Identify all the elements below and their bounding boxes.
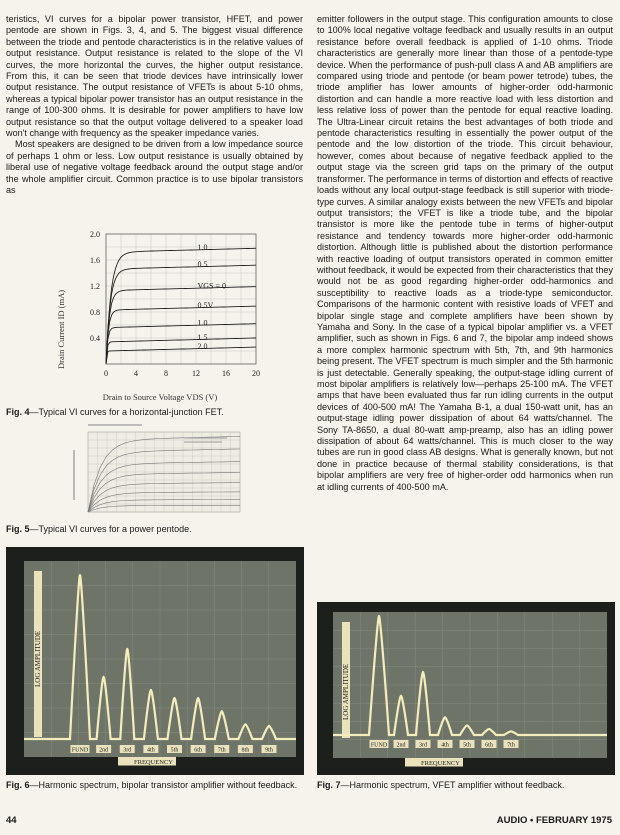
fig5-caption-text: —Typical VI curves for a power pentode. — [29, 524, 192, 534]
fig4-chart — [56, 224, 276, 404]
fig4-x-tick: 20 — [252, 369, 260, 378]
fig5-chart — [72, 420, 248, 520]
right-paragraph: emitter followers in the output stage. This configuration amounts to close to 100% local negative voltage feedback and usually results in an output resistance before overall feedback is applied of 1-10 ohms. Triode characteristics are generally more linear than those of a pentode-type device. When the performance of push-pull class A and AB amplifiers are compared using triode and pentode (or beam power tetrode) tubes, the triode amplifier has lower amounts of higher-order odd-harmonic distortion and can handle a more reactive load with less distortion and less relative loss of power than the pentode for equal reactive loading. The Ultra-Linear circuit retains the best advantages of both triode and pentode characteristics resulting in essentially the power output of the pentode and the low distortion of the triode. This circuit behaviour, however, comes about because of negative feedback applied to the output stage via the screen grid taps on the primary of the output transformer. The performance in terms of distortion and effects of reactive loads without any local output-stage feedback is still superior with triode-type curves. A similar analogy exists between the new VFETs and bipolar output transistors; the VFET is like a triode tube, and the bipolar transistor is more like the pentode tube in terms of higher-output resistance and tendency towards more higher-order odd-harmonic distortion. Although little is published about the distortion performance with reactive loading of output transistors operated in common emitter without feedback, it would be expected from their characteristics that they would not be as good regarding higher-order odd-harmonics and susceptibility to reactive loads as a triode-type semiconductor. Comparisons of the harmonic content with resistive loads of VFET and bipolar single stage and complete amplifiers have been shown by Yamaha and Sony. In the case of a typical bipolar amplifier vs. a VFET amplifier, such as shown in Figs. 6 and 7, the bipolar amp indeed shows a more complex harmonic spectrum with 5th, 7th, and 9th harmonics being present. The VFET spectrum is much simpler and the 5th harmonic is just detectable. Generally speaking, the output-stage idling current of most bipolar amplifiers is relatively low—perhaps 25-100 mA. The VFET amps that have been evaluated thus far run idling currents in the output devices of 400-500 mA! The Yamaha B-1, a dual 150-watt unit, has an output-stage idling power dissipation of about 64 watts/channel. The Sony TA-8650, a dual 80-watt amp-preamp, also has an idling power dissipation of about 64 watts/channel. This is much closer to the way tubes are run in good class AB designs. What is generally known, but not done in practice because of thermal stability considerations, is that bipolar amplifiers are very free of higher-order odd harmonics when run at idling currents of 400-500 mA. — [317, 14, 613, 492]
fig6-spectrum — [6, 547, 304, 775]
harmonic-label: 7th — [217, 747, 226, 754]
right-column — [317, 14, 613, 493]
fig4-y-tick: 1.2 — [90, 282, 100, 291]
harmonic-label: 5th — [463, 742, 471, 749]
fig4-y-tick: 2.0 — [90, 230, 100, 239]
fig4-curve-label: 1.0 — [197, 243, 208, 253]
fig6-scope — [6, 547, 304, 775]
fig7-caption-label: Fig. 7 — [317, 780, 341, 790]
fig4-y-tick: 1.6 — [90, 256, 100, 265]
harmonic-label: 5th — [170, 747, 179, 754]
fig6-caption-label: Fig. 6 — [6, 780, 30, 790]
fig4-curve-label: VGS = 0 — [197, 281, 227, 291]
harmonic-label: 8th — [241, 747, 250, 754]
fig5-caption — [6, 524, 192, 535]
left-paragraph: Most speakers are designed to be driven from a low impedance source of perhaps 1 ohm or less. Low output resistance is usually obtained by liberal use of negative voltage feedback around the output stage and/or the whole amplifier circuit. Common practice is to use bipolar transistors as — [6, 139, 303, 196]
fig4-caption-label: Fig. 4 — [6, 407, 30, 417]
fig4-caption — [6, 407, 224, 418]
fig6-y-label: LOG AMPLITUDE — [34, 630, 42, 687]
fig4-caption-text: —Typical VI curves for a horizontal-junction FET. — [29, 407, 224, 417]
harmonic-label: 3rd — [419, 742, 427, 749]
fig4-curve-label: 1.5 — [197, 332, 208, 342]
fig4-curve-label: 1.0 — [197, 318, 208, 328]
fig7-caption — [317, 780, 615, 791]
harmonic-label: 2nd — [99, 747, 109, 754]
fig7-spectrum — [317, 602, 615, 775]
page-number: 44 — [6, 815, 17, 826]
harmonic-label: 6th — [194, 747, 202, 754]
fig4-curve-labels — [198, 243, 227, 351]
fig4-x-ticks — [104, 369, 260, 378]
harmonic-label: 4th — [441, 742, 449, 749]
fig4-x-tick: 8 — [164, 369, 168, 378]
fig4-curve-label: 0.5 — [197, 260, 208, 270]
left-paragraph: teristics, VI curves for a bipolar power transistor, HFET, and power pentode are shown in Figs. 3, 4, and 5. The biggest visual difference between the triode and pentode characteristics is in the relative values of output resistance. Output resistance is related to the slope of the VI curves, the more horizontal the curves, the higher output resistance. From this, it can be seen that triode devices have intrinsically lower output resistance. The output resistance of VFETs is about 5-10 ohms, whereas a typical bipolar power transistor has an output resistance in the range of 100-300 ohms. It is desirable for power amplifiers to have low output resistance so that the output voltage delivered to a speaker load won't change with frequency as the speaker impedance varies. — [6, 14, 303, 139]
harmonic-label: 7th — [507, 742, 515, 749]
fig4-x-tick: 4 — [134, 369, 138, 378]
harmonic-label: FUND — [370, 742, 388, 749]
fig4-curve-label: 0.5V — [197, 301, 214, 311]
fig7-caption-text: —Harmonic spectrum, VFET amplifier without feedback. — [340, 780, 565, 790]
fig4-x-axis-label: Drain to Source Voltage VDS (V) — [102, 392, 218, 402]
harmonic-label: 3rd — [123, 747, 132, 754]
fig6-frequency-label: FREQUENCY — [134, 759, 174, 766]
harmonic-label: 4th — [147, 747, 155, 754]
fig4-y-tick: 0.4 — [90, 334, 100, 343]
harmonic-label: 6th — [485, 742, 493, 749]
harmonic-label: 9th — [265, 747, 273, 754]
harmonic-label: FUND — [71, 747, 89, 754]
fig4-x-tick: 12 — [192, 369, 200, 378]
fig4-grid — [106, 234, 256, 364]
fig4-x-tick: 16 — [222, 369, 230, 378]
fig5-caption-label: Fig. 5 — [6, 524, 30, 534]
harmonic-label: 2nd — [396, 742, 406, 749]
fig4-x-tick: 0 — [104, 369, 108, 378]
fig4-y-ticks — [90, 230, 100, 343]
fig4-y-tick: 0.8 — [90, 308, 100, 317]
fig7-frequency-label: FREQUENCY — [421, 760, 461, 767]
left-column — [6, 14, 303, 197]
fig7-scope — [317, 602, 615, 775]
fig6-caption-text: —Harmonic spectrum, bipolar transistor amplifier without feedback. — [29, 780, 298, 790]
fig4-curve-label: 2.0 — [197, 342, 208, 351]
fig4-y-axis-label: Drain Current ID (mA) — [56, 289, 66, 369]
journal-info: AUDIO • FEBRUARY 1975 — [496, 815, 612, 826]
fig6-caption — [6, 780, 304, 791]
fig7-y-label: LOG AMPLITUDE — [342, 663, 350, 720]
